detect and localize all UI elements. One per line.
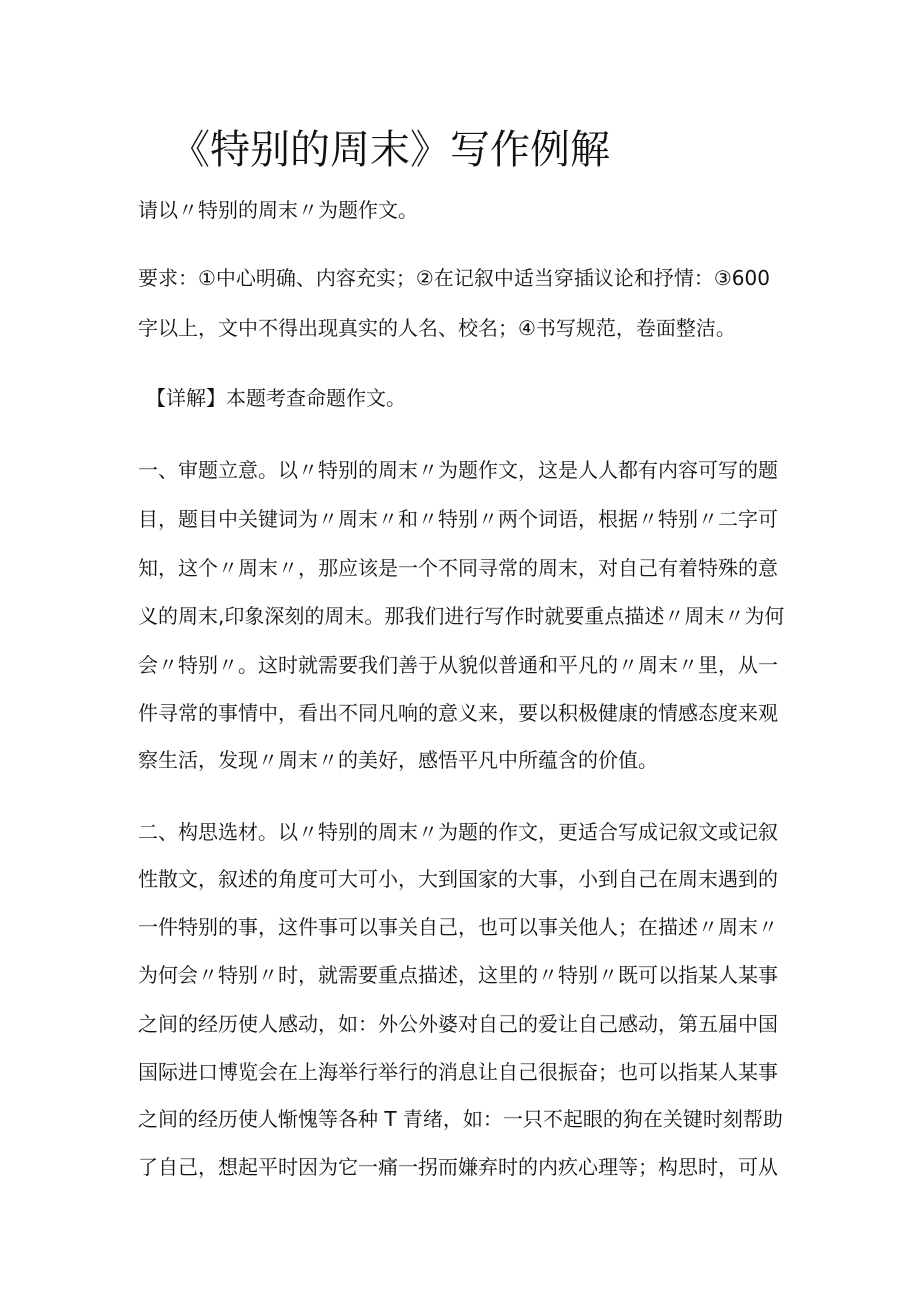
section2-line-2: 性散文，叙述的角度可大可小，大到国家的大事，小到自己在周末遇到的 — [138, 867, 778, 891]
section2-line-4: 为何会〃特别〃时，就需要重点描述，这里的〃特别〃既可以指某人某事 — [138, 963, 778, 987]
section1-line-5: 会〃特别〃。这时就需要我们善于从貌似普通和平凡的〃周末〃里，从一 — [138, 653, 778, 677]
section2-line-8: 了自己，想起平时因为它一痛一拐而嫌弃时的内疚心理等；构思时，可从 — [138, 1155, 778, 1179]
prompt-text: 请以〃特别的周末〃为题作文。 — [138, 198, 418, 222]
section1-line-4: 义的周末,印象深刻的周末。那我们进行写作时就要重点描述〃周末〃为何 — [138, 604, 785, 628]
section2-line-6: 国际进口博览会在上海举行举行的消息让自己很振奋；也可以指某人某事 — [138, 1060, 778, 1084]
section2-line-1: 二、构思选材。以〃特别的周末〃为题的作文，更适合写成记叙文或记叙 — [138, 820, 778, 844]
section1-line-7: 察生活，发现〃周末〃的美好，感悟平凡中所蕴含的价值。 — [138, 748, 658, 772]
section2-line-7: 之间的经历使人惭愧等各种 T 青绪，如：一只不起眼的狗在关键时刻帮助 — [138, 1107, 783, 1131]
requirements-line-2: 字以上，文中不得出现真实的人名、校名；④书写规范，卷面整洁。 — [138, 316, 736, 340]
detail-heading: 【详解】本题考查命题作文。 — [146, 386, 406, 410]
document-title: 《特别的周末》写作例解 — [170, 127, 610, 173]
section1-line-2: 目，题目中关键词为〃周末〃和〃特别〃两个词语，根据〃特别〃二字可 — [138, 507, 778, 531]
section1-line-6: 件寻常的事情中，看出不同凡响的意义来，要以积极健康的情感态度来观 — [138, 701, 778, 725]
section2-line-3: 一件特别的事，这件事可以事关自己，也可以事关他人；在描述〃周末〃 — [138, 915, 778, 939]
section2-line-5: 之间的经历使人感动，如：外公外婆对自己的爱让自己感动，第五届中国 — [138, 1012, 778, 1036]
section1-line-1: 一、审题立意。以〃特别的周末〃为题作文，这是人人都有内容可写的题 — [138, 458, 778, 482]
requirements-line-1: 要求：①中心明确、内容充实；②在记叙中适当穿插议论和抒情：③600 — [138, 266, 770, 290]
section1-line-3: 知，这个〃周末〃，那应该是一个不同寻常的周末，对自己有着特殊的意 — [138, 556, 778, 580]
